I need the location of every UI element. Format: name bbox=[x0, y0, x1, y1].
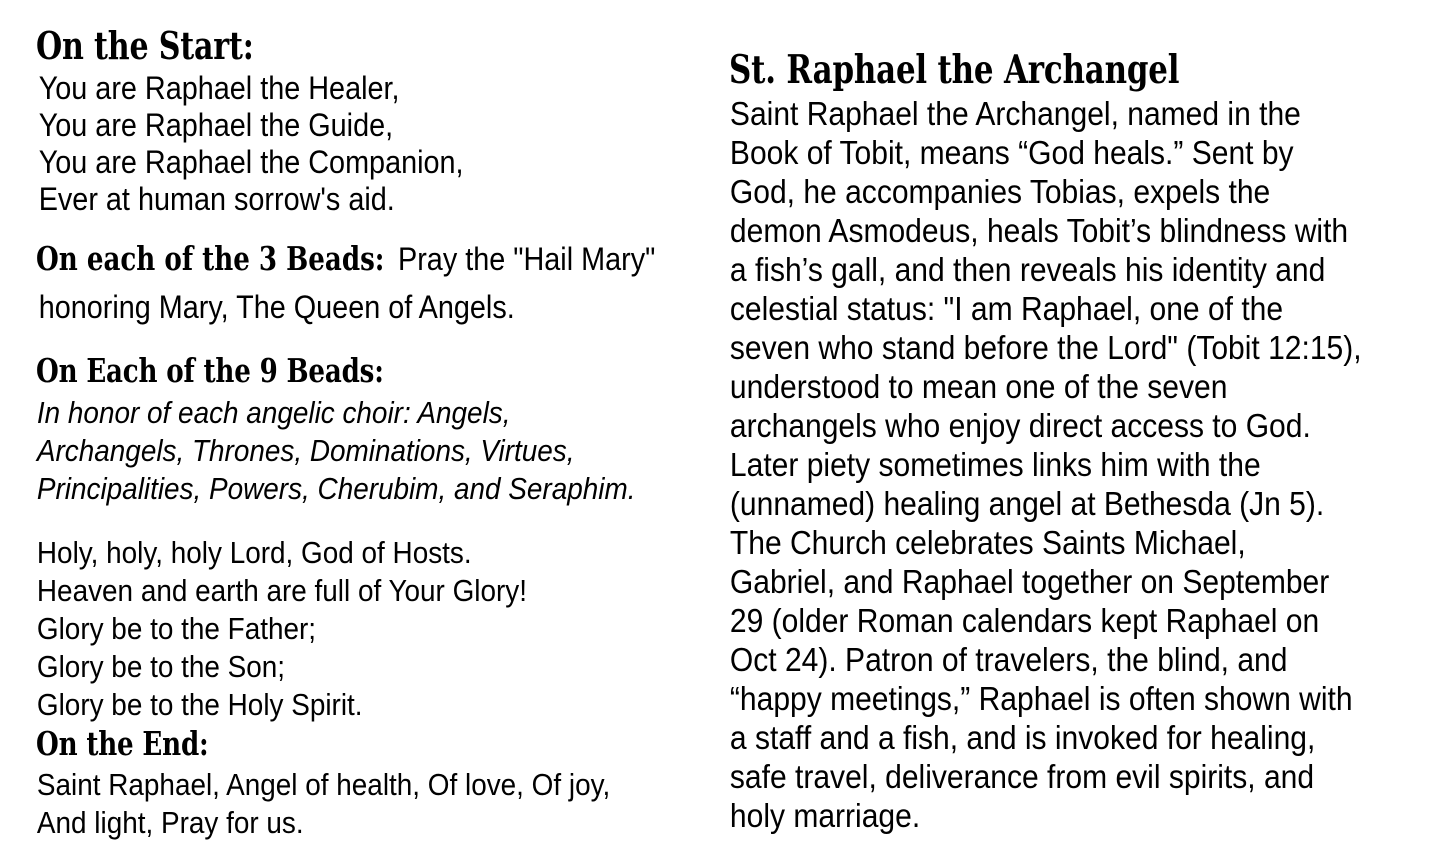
start-line-4: Ever at human sorrow's aid. bbox=[38, 181, 395, 217]
section-on-the-start bbox=[36, 0, 714, 218]
archangel-line-2: Book of Tobit, means “God heals.” Sent by bbox=[729, 134, 1294, 171]
start-line-2: You are Raphael the Guide, bbox=[38, 107, 394, 143]
doxology-line-4: Glory be to the Son; bbox=[36, 649, 286, 684]
start-line-3: You are Raphael the Companion, bbox=[38, 144, 464, 180]
end-line-2: And light, Pray for us. bbox=[36, 805, 304, 840]
archangel-line-5: a fish’s gall, and then reveals his identity and bbox=[729, 251, 1326, 288]
nine-beads-italic-line-1: In honor of each angelic choir: Angels, bbox=[36, 395, 511, 430]
three-beads-inline-text: Pray the "Hail Mary" bbox=[397, 241, 656, 277]
doxology-line-5: Glory be to the Holy Spirit. bbox=[36, 687, 363, 722]
archangel-line-1: Saint Raphael the Archangel, named in the bbox=[729, 95, 1301, 132]
nine-beads-italic-line-3: Principalities, Powers, Cherubim, and Seraphim. bbox=[36, 471, 636, 506]
section-nine-beads bbox=[36, 326, 714, 724]
doxology-line-3: Glory be to the Father; bbox=[36, 611, 317, 646]
archangel-line-17: a staff and a fish, and is invoked for healing, bbox=[729, 719, 1316, 756]
start-line-1: You are Raphael the Healer, bbox=[38, 70, 400, 106]
three-beads-heading: On each of the 3 Beads: bbox=[36, 239, 385, 278]
end-line-1: Saint Raphael, Angel of health, Of love, Of joy, bbox=[36, 767, 611, 802]
archangel-line-9: archangels who enjoy direct access to God. bbox=[729, 407, 1311, 444]
archangel-line-16: “happy meetings,” Raphael is often shown with bbox=[729, 680, 1353, 717]
archangel-line-19: holy marriage. bbox=[729, 797, 921, 834]
nine-beads-heading: On Each of the 9 Beads: bbox=[36, 351, 384, 390]
archangel-line-14: 29 (older Roman calendars kept Raphael on bbox=[729, 602, 1320, 639]
section-three-beads bbox=[36, 218, 714, 326]
archangel-line-4: demon Asmodeus, heals Tobit’s blindness with bbox=[729, 212, 1349, 249]
archangel-line-15: Oct 24). Patron of travelers, the blind, and bbox=[729, 641, 1288, 678]
three-beads-line-2: honoring Mary, The Queen of Angels. bbox=[38, 289, 515, 325]
doxology-line-1: Holy, holy, holy Lord, God of Hosts. bbox=[36, 535, 472, 570]
archangel-line-7: seven who stand before the Lord" (Tobit 12:15), bbox=[729, 329, 1362, 366]
archangel-line-12: The Church celebrates Saints Michael, bbox=[729, 524, 1246, 561]
on-the-end-heading: On the End: bbox=[36, 724, 209, 763]
doxology-line-2: Heaven and earth are full of Your Glory! bbox=[36, 573, 528, 608]
archangel-line-11: (unnamed) healing angel at Bethesda (Jn 5). bbox=[729, 485, 1325, 522]
section-on-the-end bbox=[36, 724, 714, 842]
archangel-line-10: Later piety sometimes links him with the bbox=[729, 446, 1261, 483]
on-the-start-heading: On the Start: bbox=[36, 23, 254, 68]
three-beads-first-line bbox=[36, 218, 714, 289]
archangel-line-18: safe travel, deliverance from evil spirits, and bbox=[729, 758, 1315, 795]
archangel-line-3: God, he accompanies Tobias, expels the bbox=[729, 173, 1271, 210]
archangel-line-8: understood to mean one of the seven bbox=[729, 368, 1228, 405]
nine-beads-italic-line-2: Archangels, Thrones, Dominations, Virtues, bbox=[36, 433, 575, 468]
right-column bbox=[729, 0, 1401, 835]
left-column bbox=[36, 0, 714, 842]
archangel-heading: St. Raphael the Archangel bbox=[729, 47, 1180, 93]
archangel-line-6: celestial status: "I am Raphael, one of the bbox=[729, 290, 1284, 327]
archangel-line-13: Gabriel, and Raphael together on September bbox=[729, 563, 1330, 600]
